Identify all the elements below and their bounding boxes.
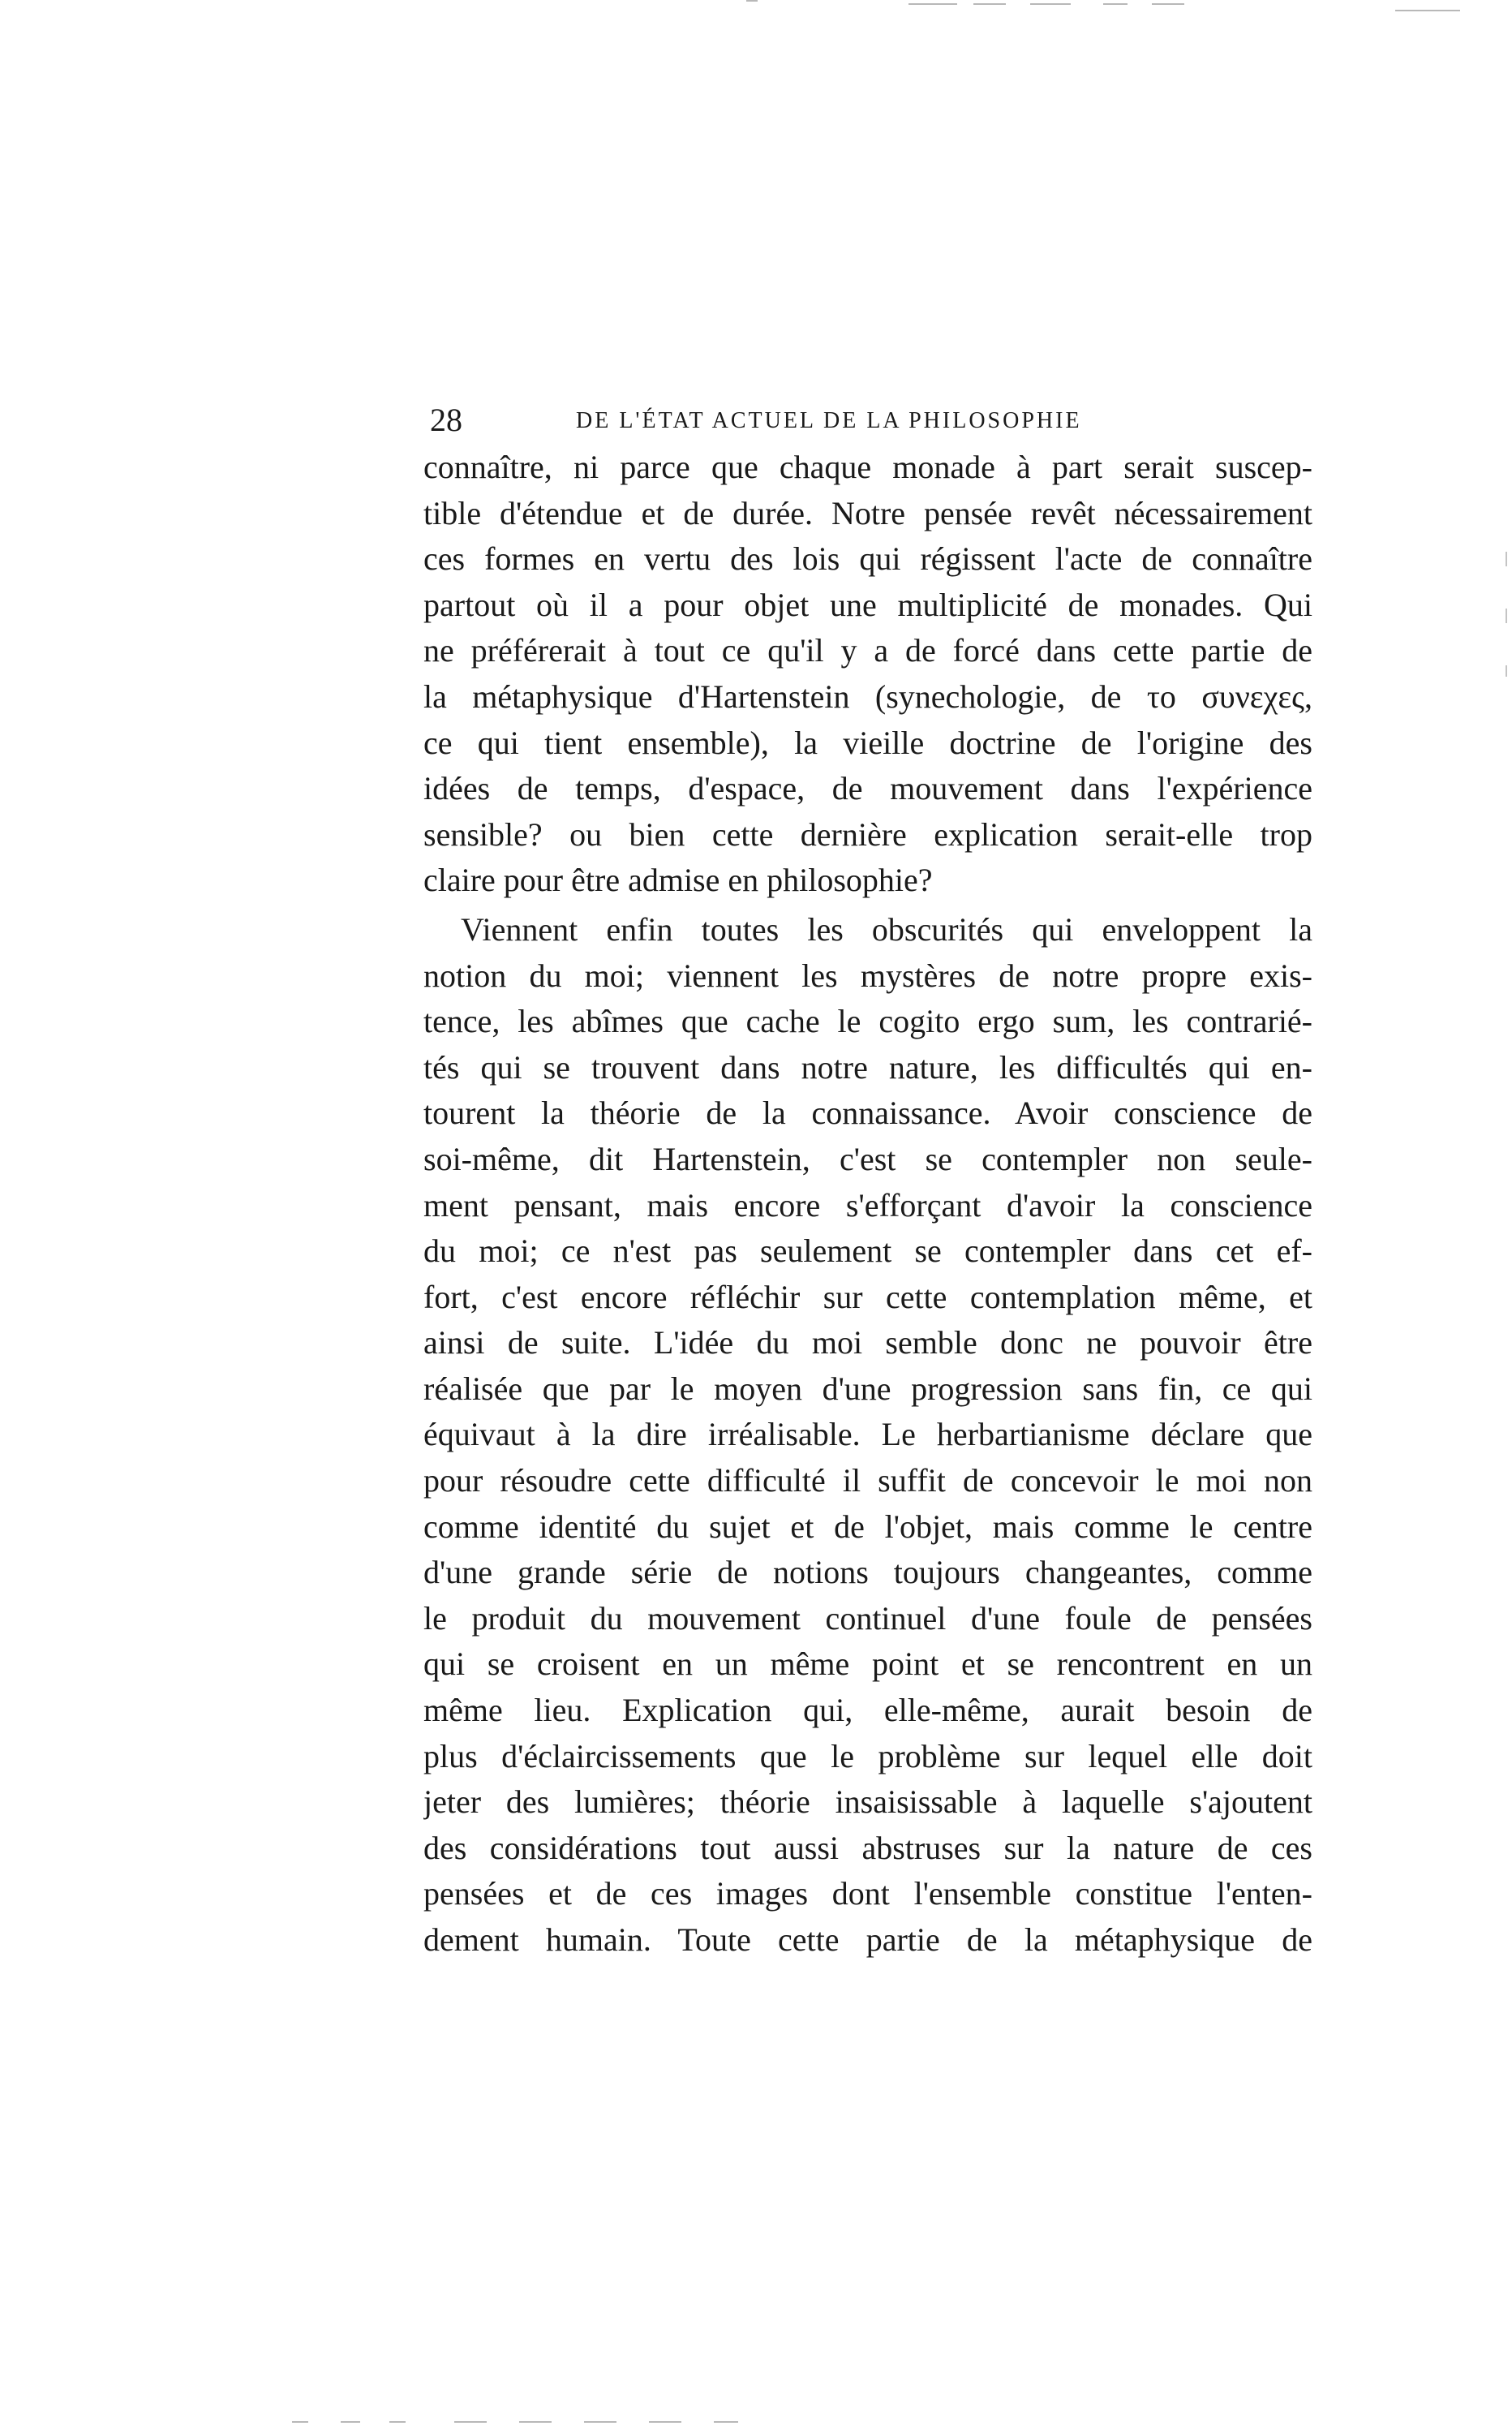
text-line: équivaut à la dire irréalisable. Le herbartianisme déclare que [423,1416,1312,1453]
text-line: tence, les abîmes que cache le cogito ergo sum, les contrarié- [423,1003,1312,1040]
scan-artifact-top-5 [1103,3,1128,5]
text-line: ainsi de suite. L'idée du moi semble donc ne pouvoir être [423,1324,1312,1361]
scan-artifact-bottom-2 [341,2421,360,2423]
text-line: sensible? ou bien cette dernière explication serait-elle trop [423,815,1312,853]
text-line: tourent la théorie de la connaissance. Avoir conscience de [423,1095,1312,1132]
scan-artifact-margin-2 [1506,609,1507,623]
text-line: tés qui se trouvent dans notre nature, les difficultés qui en- [423,1048,1312,1086]
text-line: qui se croisent en un même point et se rencontrent en un [423,1645,1312,1683]
text-line: pour résoudre cette difficulté il suffit de concevoir le moi non [423,1462,1312,1499]
scan-artifact-top-4 [1030,3,1071,5]
text-line: notion du moi; viennent les mystères de notre propre exis- [423,957,1312,994]
page-number: 28 [430,402,462,438]
text-line: fort, c'est encore réfléchir sur cette contemplation même, et [423,1278,1312,1315]
text-line: pensées et de ces images dont l'ensemble constitue l'enten- [423,1875,1312,1912]
scan-artifact-bottom-4 [454,2421,487,2423]
scan-artifact-top-3 [973,3,1006,5]
scan-artifact-bottom-3 [389,2421,406,2423]
scan-artifact-top-2 [908,3,957,5]
text-line: claire pour être admise en philosophie? [423,862,933,899]
text-line: la métaphysique d'Hartenstein (synechologie, de το συνεχες, [423,677,1312,715]
scan-artifact-margin-1 [1506,552,1507,566]
text-line: plus d'éclaircissements que le problème sur lequel elle doit [423,1737,1312,1774]
body-text [423,445,1312,1964]
text-line: comme identité du sujet et de l'objet, mais comme le centre [423,1508,1312,1545]
scan-artifact-bottom-6 [584,2421,616,2423]
scan-artifact-bottom-5 [519,2421,552,2423]
text-line: jeter des lumières; théorie insaisissable à laquelle s'ajoutent [423,1783,1312,1821]
text-line: même lieu. Explication qui, elle-même, aurait besoin de [423,1692,1312,1729]
text-line: partout où il a pour objet une multiplicité de monades. Qui [423,586,1312,623]
paragraph-first-line: Viennent enfin toutes les obscurités qui enveloppent la [461,910,1312,948]
text-line: soi-même, dit Hartenstein, c'est se contempler non seule- [423,1140,1312,1177]
running-head: DE L'ÉTAT ACTUEL DE LA PHILOSOPHIE [576,408,1082,433]
text-line: réalisée que par le moyen d'une progression sans fin, ce qui [423,1370,1312,1407]
scan-artifact-bottom-8 [714,2421,738,2423]
text-line: dement humain. Toute cette partie de la métaphysique de [423,1921,1312,1958]
text-line: d'une grande série de notions toujours changeantes, comme [423,1554,1312,1591]
text-line: tible d'étendue et de durée. Notre pensée revêt nécessairement [423,494,1312,531]
page-header [430,396,1314,445]
scan-artifact-bottom-7 [649,2421,681,2423]
text-line: connaître, ni parce que chaque monade à part serait suscep- [423,449,1312,485]
text-line: ces formes en vertu des lois qui régissent l'acte de connaître [423,540,1312,578]
text-line: du moi; ce n'est pas seulement se contempler dans cet ef- [423,1232,1312,1270]
text-line: idées de temps, d'espace, de mouvement dans l'expérience [423,770,1312,807]
text-line: ce qui tient ensemble), la vieille doctrine de l'origine des [423,724,1312,761]
text-line: le produit du mouvement continuel d'une foule de pensées [423,1599,1312,1637]
scan-artifact-bottom-1 [292,2421,308,2423]
scan-artifact-top-7 [1395,10,1460,11]
text-line: ne préférerait à tout ce qu'il y a de forcé dans cette partie de [423,632,1312,669]
scan-artifact-top-1 [746,0,758,2]
text-line: ment pensant, mais encore s'efforçant d'avoir la conscience [423,1186,1312,1224]
text-line: des considérations tout aussi abstruses sur la nature de ces [423,1829,1312,1866]
scan-artifact-margin-3 [1506,665,1507,677]
scan-artifact-top-6 [1152,3,1184,5]
